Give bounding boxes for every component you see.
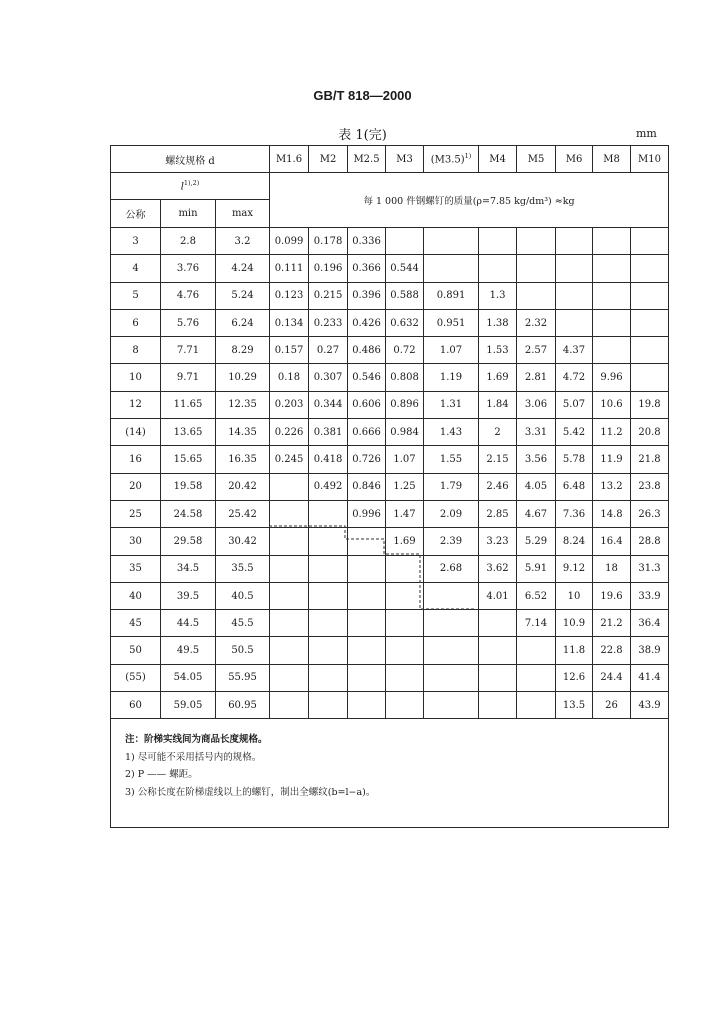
mass-value-cell: 0.233 bbox=[309, 309, 348, 336]
mass-value-cell bbox=[556, 309, 593, 336]
mass-value-cell: 0.896 bbox=[386, 391, 424, 418]
min-header: min bbox=[161, 200, 216, 228]
mass-value-cell bbox=[593, 228, 631, 255]
mass-value-cell: 1.55 bbox=[424, 446, 479, 473]
mass-value-cell bbox=[424, 664, 479, 691]
max-length-cell: 45.5 bbox=[216, 610, 270, 637]
mass-value-cell: 0.307 bbox=[309, 364, 348, 391]
mass-value-cell: 0.381 bbox=[309, 419, 348, 446]
column-header: M6 bbox=[556, 146, 593, 173]
mass-value-cell: 11.2 bbox=[593, 419, 631, 446]
mass-value-cell: 1.69 bbox=[479, 364, 517, 391]
nominal-length-cell: 5 bbox=[111, 282, 161, 309]
mass-value-cell: 2.39 bbox=[424, 528, 479, 555]
mass-value-cell: 10.9 bbox=[556, 610, 593, 637]
mass-value-cell bbox=[479, 610, 517, 637]
mass-value-cell: 21.2 bbox=[593, 610, 631, 637]
mass-value-cell bbox=[270, 610, 309, 637]
mass-value-cell: 4.67 bbox=[517, 500, 556, 527]
mass-value-cell bbox=[479, 664, 517, 691]
mass-value-cell: 33.9 bbox=[631, 582, 669, 609]
min-length-cell: 9.71 bbox=[161, 364, 216, 391]
mass-value-cell bbox=[517, 637, 556, 664]
mass-value-cell bbox=[348, 528, 386, 555]
mass-value-cell: 0.123 bbox=[270, 282, 309, 309]
nominal-length-cell: 25 bbox=[111, 500, 161, 527]
mass-value-cell: 7.36 bbox=[556, 500, 593, 527]
nominal-length-cell: 40 bbox=[111, 582, 161, 609]
mass-value-cell bbox=[517, 255, 556, 282]
thread-spec-header: 螺纹规格 d bbox=[111, 146, 270, 173]
mass-value-cell: 0.27 bbox=[309, 337, 348, 364]
mass-value-cell: 22.8 bbox=[593, 637, 631, 664]
mass-note-cell: 每 1 000 件钢螺钉的质量(ρ=7.85 kg/dm³) ≈kg bbox=[270, 173, 669, 228]
note-line: 注：阶梯实线间为商品长度规格。 bbox=[125, 734, 268, 746]
mass-value-cell: 0.846 bbox=[348, 473, 386, 500]
column-header: M8 bbox=[593, 146, 631, 173]
mass-value-cell bbox=[517, 664, 556, 691]
table-row bbox=[111, 391, 669, 418]
min-length-cell: 54.05 bbox=[161, 664, 216, 691]
mass-value-cell: 0.366 bbox=[348, 255, 386, 282]
mass-value-cell bbox=[348, 692, 386, 719]
mass-value-cell: 2.68 bbox=[424, 555, 479, 582]
max-length-cell: 50.5 bbox=[216, 637, 270, 664]
column-header: M2 bbox=[309, 146, 348, 173]
mass-value-cell: 0.72 bbox=[386, 337, 424, 364]
mass-value-cell: 5.91 bbox=[517, 555, 556, 582]
nominal-length-cell: 45 bbox=[111, 610, 161, 637]
mass-value-cell: 1.25 bbox=[386, 473, 424, 500]
mass-value-cell: 8.24 bbox=[556, 528, 593, 555]
nominal-header: 公称 bbox=[111, 200, 161, 228]
mass-value-cell: 2.46 bbox=[479, 473, 517, 500]
mass-value-cell: 36.4 bbox=[631, 610, 669, 637]
min-length-cell: 5.76 bbox=[161, 309, 216, 336]
mass-value-cell bbox=[517, 282, 556, 309]
nominal-length-cell: 8 bbox=[111, 337, 161, 364]
mass-value-cell: 9.12 bbox=[556, 555, 593, 582]
mass-value-cell bbox=[386, 637, 424, 664]
mass-value-cell: 38.9 bbox=[631, 637, 669, 664]
mass-value-cell bbox=[517, 692, 556, 719]
mass-value-cell bbox=[424, 692, 479, 719]
mass-value-cell bbox=[631, 282, 669, 309]
min-length-cell: 24.58 bbox=[161, 500, 216, 527]
table-row bbox=[111, 282, 669, 309]
nominal-length-cell: 6 bbox=[111, 309, 161, 336]
mass-value-cell: 0.134 bbox=[270, 309, 309, 336]
mass-value-cell bbox=[386, 692, 424, 719]
mass-value-cell: 2.32 bbox=[517, 309, 556, 336]
mass-value-cell: 26.3 bbox=[631, 500, 669, 527]
min-length-cell: 49.5 bbox=[161, 637, 216, 664]
column-header: M5 bbox=[517, 146, 556, 173]
column-header: M4 bbox=[479, 146, 517, 173]
mass-value-cell: 5.42 bbox=[556, 419, 593, 446]
mass-value-cell: 10 bbox=[556, 582, 593, 609]
mass-value-cell: 24.4 bbox=[593, 664, 631, 691]
mass-value-cell: 0.666 bbox=[348, 419, 386, 446]
mass-value-cell: 4.37 bbox=[556, 337, 593, 364]
mass-value-cell bbox=[479, 255, 517, 282]
mass-value-cell: 0.891 bbox=[424, 282, 479, 309]
mass-value-cell: 0.226 bbox=[270, 419, 309, 446]
table-row bbox=[111, 664, 669, 691]
mass-value-cell: 0.245 bbox=[270, 446, 309, 473]
mass-value-cell bbox=[309, 582, 348, 609]
mass-value-cell: 0.544 bbox=[386, 255, 424, 282]
mass-value-cell: 19.8 bbox=[631, 391, 669, 418]
mass-value-cell: 2.15 bbox=[479, 446, 517, 473]
min-length-cell: 34.5 bbox=[161, 555, 216, 582]
mass-value-cell: 21.8 bbox=[631, 446, 669, 473]
max-length-cell: 55.95 bbox=[216, 664, 270, 691]
mass-value-cell: 1.07 bbox=[386, 446, 424, 473]
max-length-cell: 16.35 bbox=[216, 446, 270, 473]
mass-value-cell bbox=[348, 664, 386, 691]
mass-value-cell: 10.6 bbox=[593, 391, 631, 418]
mass-value-cell: 23.8 bbox=[631, 473, 669, 500]
document-header: GB/T 818—2000 bbox=[313, 88, 412, 103]
min-length-cell: 44.5 bbox=[161, 610, 216, 637]
column-header: M1.6 bbox=[270, 146, 309, 173]
max-length-cell: 35.5 bbox=[216, 555, 270, 582]
mass-value-cell: 28.8 bbox=[631, 528, 669, 555]
mass-value-cell: 13.5 bbox=[556, 692, 593, 719]
min-length-cell: 7.71 bbox=[161, 337, 216, 364]
mass-value-cell: 2.57 bbox=[517, 337, 556, 364]
mass-value-cell: 0.396 bbox=[348, 282, 386, 309]
nominal-length-cell: 30 bbox=[111, 528, 161, 555]
table-row bbox=[111, 473, 669, 500]
min-length-cell: 4.76 bbox=[161, 282, 216, 309]
note-line: 2) P —— 螺距。 bbox=[125, 769, 198, 781]
nominal-length-cell: 35 bbox=[111, 555, 161, 582]
nominal-length-cell: 12 bbox=[111, 391, 161, 418]
mass-value-cell: 0.336 bbox=[348, 228, 386, 255]
mass-value-cell: 1.31 bbox=[424, 391, 479, 418]
min-length-cell: 15.65 bbox=[161, 446, 216, 473]
mass-value-cell: 1.43 bbox=[424, 419, 479, 446]
mass-value-cell bbox=[424, 637, 479, 664]
mass-value-cell: 1.47 bbox=[386, 500, 424, 527]
min-length-cell: 13.65 bbox=[161, 419, 216, 446]
mass-value-cell: 0.984 bbox=[386, 419, 424, 446]
mass-value-cell: 0.18 bbox=[270, 364, 309, 391]
mass-value-cell: 0.111 bbox=[270, 255, 309, 282]
min-length-cell: 29.58 bbox=[161, 528, 216, 555]
mass-value-cell bbox=[386, 582, 424, 609]
mass-value-cell bbox=[631, 337, 669, 364]
mass-value-cell: 4.72 bbox=[556, 364, 593, 391]
table-row bbox=[111, 582, 669, 609]
mass-value-cell bbox=[593, 337, 631, 364]
max-length-cell: 20.42 bbox=[216, 473, 270, 500]
table-row bbox=[111, 500, 669, 527]
nominal-length-cell: 4 bbox=[111, 255, 161, 282]
mass-value-cell: 16.4 bbox=[593, 528, 631, 555]
mass-value-cell bbox=[270, 528, 309, 555]
table-row bbox=[111, 228, 669, 255]
table-body bbox=[111, 228, 669, 719]
mass-value-cell: 0.546 bbox=[348, 364, 386, 391]
table-row bbox=[111, 364, 669, 391]
mass-value-cell: 1.3 bbox=[479, 282, 517, 309]
mass-value-cell: 0.203 bbox=[270, 391, 309, 418]
max-length-cell: 14.35 bbox=[216, 419, 270, 446]
mass-value-cell: 9.96 bbox=[593, 364, 631, 391]
mass-value-cell: 0.492 bbox=[309, 473, 348, 500]
mass-value-cell bbox=[270, 473, 309, 500]
mass-value-cell: 2 bbox=[479, 419, 517, 446]
max-header: max bbox=[216, 200, 270, 228]
mass-value-cell: 0.588 bbox=[386, 282, 424, 309]
mass-value-cell: 0.606 bbox=[348, 391, 386, 418]
nominal-length-cell: 3 bbox=[111, 228, 161, 255]
table-row bbox=[111, 419, 669, 446]
mass-value-cell: 20.8 bbox=[631, 419, 669, 446]
max-length-cell: 40.5 bbox=[216, 582, 270, 609]
mass-value-cell: 0.426 bbox=[348, 309, 386, 336]
screw-mass-table bbox=[110, 145, 669, 828]
mass-value-cell bbox=[386, 610, 424, 637]
note-line: 3) 公称长度在阶梯虚线以上的螺钉，制出全螺纹(b=l−a)。 bbox=[125, 786, 376, 798]
mass-value-cell: 26 bbox=[593, 692, 631, 719]
mass-value-cell: 0.418 bbox=[309, 446, 348, 473]
notes-cell bbox=[111, 719, 669, 828]
mass-value-cell bbox=[631, 255, 669, 282]
mass-value-cell bbox=[270, 555, 309, 582]
unit-label: mm bbox=[636, 127, 657, 140]
mass-value-cell: 43.9 bbox=[631, 692, 669, 719]
mass-value-cell bbox=[517, 228, 556, 255]
nominal-length-cell: 10 bbox=[111, 364, 161, 391]
mass-value-cell bbox=[270, 637, 309, 664]
mass-value-cell bbox=[348, 637, 386, 664]
nominal-length-cell: 60 bbox=[111, 692, 161, 719]
mass-value-cell: 31.3 bbox=[631, 555, 669, 582]
min-length-cell: 11.65 bbox=[161, 391, 216, 418]
mass-value-cell bbox=[309, 555, 348, 582]
mass-value-cell: 0.215 bbox=[309, 282, 348, 309]
nominal-length-cell: (55) bbox=[111, 664, 161, 691]
mass-value-cell bbox=[556, 228, 593, 255]
note-line: 1) 尽可能不采用括号内的规格。 bbox=[125, 751, 262, 763]
mass-value-cell bbox=[631, 364, 669, 391]
table-row bbox=[111, 555, 669, 582]
mass-value-cell: 41.4 bbox=[631, 664, 669, 691]
mass-value-cell: 0.951 bbox=[424, 309, 479, 336]
mass-value-cell bbox=[386, 228, 424, 255]
max-length-cell: 30.42 bbox=[216, 528, 270, 555]
mass-value-cell bbox=[593, 309, 631, 336]
table-caption: 表 1(完) bbox=[338, 128, 387, 143]
mass-value-cell: 2.85 bbox=[479, 500, 517, 527]
mass-value-cell: 2.09 bbox=[424, 500, 479, 527]
table-row bbox=[111, 528, 669, 555]
mass-value-cell bbox=[424, 582, 479, 609]
mass-value-cell: 1.79 bbox=[424, 473, 479, 500]
mass-value-cell bbox=[348, 582, 386, 609]
nominal-length-cell: 50 bbox=[111, 637, 161, 664]
mass-value-cell: 6.52 bbox=[517, 582, 556, 609]
mass-value-cell: 3.23 bbox=[479, 528, 517, 555]
mass-value-cell bbox=[556, 255, 593, 282]
mass-value-cell bbox=[556, 282, 593, 309]
mass-value-cell bbox=[424, 255, 479, 282]
nominal-length-cell: (14) bbox=[111, 419, 161, 446]
mass-value-cell: 3.56 bbox=[517, 446, 556, 473]
table-row bbox=[111, 309, 669, 336]
mass-value-cell: 0.178 bbox=[309, 228, 348, 255]
mass-value-cell: 0.486 bbox=[348, 337, 386, 364]
mass-value-cell: 0.157 bbox=[270, 337, 309, 364]
mass-value-cell: 18 bbox=[593, 555, 631, 582]
mass-value-cell bbox=[479, 228, 517, 255]
max-length-cell: 6.24 bbox=[216, 309, 270, 336]
mass-value-cell: 3.31 bbox=[517, 419, 556, 446]
mass-value-cell: 13.2 bbox=[593, 473, 631, 500]
column-header: M3 bbox=[386, 146, 424, 173]
mass-value-cell: 0.099 bbox=[270, 228, 309, 255]
mass-value-cell: 11.8 bbox=[556, 637, 593, 664]
max-length-cell: 8.29 bbox=[216, 337, 270, 364]
table-row bbox=[111, 610, 669, 637]
max-length-cell: 3.2 bbox=[216, 228, 270, 255]
mass-value-cell bbox=[631, 228, 669, 255]
mass-value-cell: 11.9 bbox=[593, 446, 631, 473]
mass-value-cell: 0.196 bbox=[309, 255, 348, 282]
max-length-cell: 10.29 bbox=[216, 364, 270, 391]
mass-value-cell bbox=[270, 582, 309, 609]
mass-value-cell bbox=[270, 692, 309, 719]
mass-value-cell bbox=[593, 282, 631, 309]
mass-value-cell bbox=[309, 500, 348, 527]
mass-value-cell bbox=[348, 610, 386, 637]
mass-value-cell: 1.53 bbox=[479, 337, 517, 364]
mass-value-cell: 4.05 bbox=[517, 473, 556, 500]
mass-value-cell bbox=[593, 255, 631, 282]
mass-value-cell: 3.62 bbox=[479, 555, 517, 582]
table-row bbox=[111, 255, 669, 282]
mass-value-cell bbox=[309, 610, 348, 637]
mass-value-cell: 4.01 bbox=[479, 582, 517, 609]
mass-value-cell: 0.344 bbox=[309, 391, 348, 418]
mass-value-cell: 19.6 bbox=[593, 582, 631, 609]
mass-value-cell bbox=[479, 637, 517, 664]
table-row bbox=[111, 337, 669, 364]
mass-value-cell bbox=[309, 528, 348, 555]
mass-value-cell: 1.07 bbox=[424, 337, 479, 364]
mass-value-cell: 0.996 bbox=[348, 500, 386, 527]
mass-value-cell bbox=[424, 610, 479, 637]
mass-value-cell: 0.808 bbox=[386, 364, 424, 391]
mass-value-cell: 5.29 bbox=[517, 528, 556, 555]
max-length-cell: 25.42 bbox=[216, 500, 270, 527]
nominal-length-cell: 20 bbox=[111, 473, 161, 500]
mass-value-cell: 1.84 bbox=[479, 391, 517, 418]
max-length-cell: 5.24 bbox=[216, 282, 270, 309]
mass-value-cell: 3.06 bbox=[517, 391, 556, 418]
min-length-cell: 39.5 bbox=[161, 582, 216, 609]
min-length-cell: 3.76 bbox=[161, 255, 216, 282]
mass-value-cell bbox=[270, 500, 309, 527]
column-header: M10 bbox=[631, 146, 669, 173]
nominal-length-cell: 16 bbox=[111, 446, 161, 473]
min-length-cell: 19.58 bbox=[161, 473, 216, 500]
mass-value-cell bbox=[348, 555, 386, 582]
table-row bbox=[111, 637, 669, 664]
mass-value-cell bbox=[309, 637, 348, 664]
table-row bbox=[111, 446, 669, 473]
mass-value-cell: 5.78 bbox=[556, 446, 593, 473]
mass-value-cell bbox=[309, 692, 348, 719]
mass-value-cell: 0.632 bbox=[386, 309, 424, 336]
column-header: $(M3.5)^{1)}$ bbox=[424, 146, 479, 173]
mass-value-cell: 7.14 bbox=[517, 610, 556, 637]
mass-value-cell bbox=[631, 309, 669, 336]
mass-value-cell: 0.726 bbox=[348, 446, 386, 473]
min-length-cell: 59.05 bbox=[161, 692, 216, 719]
mass-value-cell: 1.38 bbox=[479, 309, 517, 336]
mass-value-cell bbox=[386, 664, 424, 691]
mass-value-cell bbox=[424, 228, 479, 255]
mass-value-cell bbox=[386, 555, 424, 582]
mass-value-cell: 1.69 bbox=[386, 528, 424, 555]
length-header: $l^{1),2)}$ bbox=[111, 173, 270, 200]
mass-value-cell: 12.6 bbox=[556, 664, 593, 691]
max-length-cell: 12.35 bbox=[216, 391, 270, 418]
table-row bbox=[111, 692, 669, 719]
mass-value-cell: 6.48 bbox=[556, 473, 593, 500]
mass-value-cell bbox=[479, 692, 517, 719]
mass-value-cell: 2.81 bbox=[517, 364, 556, 391]
min-length-cell: 2.8 bbox=[161, 228, 216, 255]
max-length-cell: 4.24 bbox=[216, 255, 270, 282]
mass-value-cell: 14.8 bbox=[593, 500, 631, 527]
mass-value-cell: 1.19 bbox=[424, 364, 479, 391]
column-header: M2.5 bbox=[348, 146, 386, 173]
mass-value-cell bbox=[270, 664, 309, 691]
mass-value-cell bbox=[309, 664, 348, 691]
mass-value-cell: 5.07 bbox=[556, 391, 593, 418]
max-length-cell: 60.95 bbox=[216, 692, 270, 719]
